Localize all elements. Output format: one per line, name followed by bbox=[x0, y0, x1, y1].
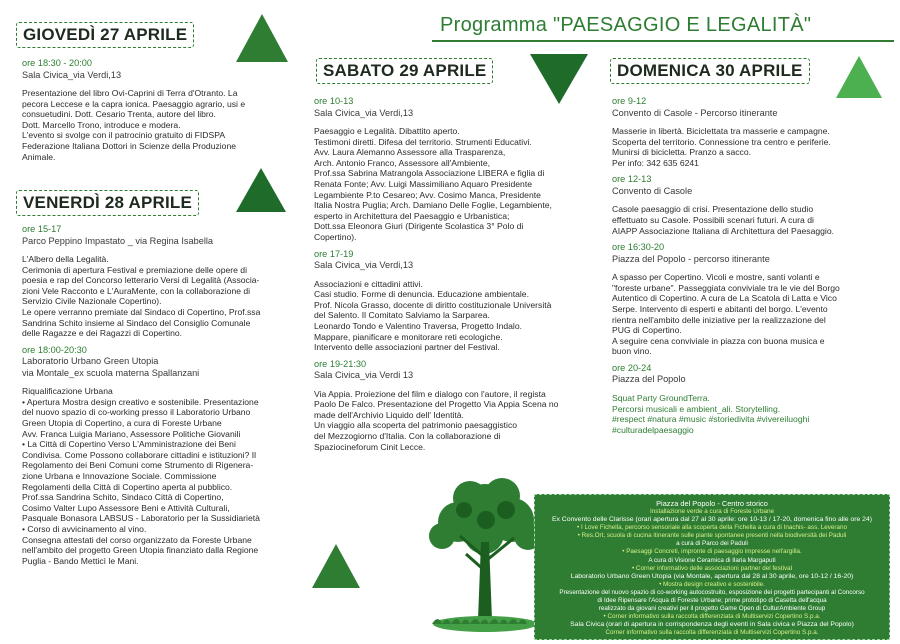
event-place: Laboratorio Urbano Green Utopia bbox=[22, 356, 159, 367]
event-description: Casole paesaggio di crisi. Presentazione dello studio effettuato su Casole. Possibili scenari futuri. A cura di AIAPP Associazione Italiana di Architettura del Paesaggio. bbox=[612, 204, 834, 236]
event-description: Paesaggio e Legalità. Dibattito aperto. Testimoni diretti. Difesa del territorio. Strumenti Educativi. Avv. Laura Alemanno Assessore alla Trasparenza, Arch. Antonio Franco, Assessore all'Ambiente, Prof.ssa Sabrina Matrangola Associazione LIBERA e figlia di Renata Fonte; Avv. Luigi Massimiliano Aquaro Presidente Legambiente P.to Cesareo; Avv. Cosimo Manca, Presidente Italia Nostra Puglia; Arch. Damiano Delle Foglie, Legambiente, esperto in Architettura del Paesaggio e Urbanistica; Dott.ssa Eleonora Giuri (Dirigente Scolastica 3° Polo di Copertino). bbox=[314, 126, 552, 242]
info-line: Corner informativo sulla raccolta differenziata di Multiservizi Copertino S.p.a. bbox=[605, 629, 819, 637]
event-place: Sala Civica_via Verdi 13 bbox=[314, 370, 414, 381]
event-description: Associazioni e cittadini attivi. Casi studio. Forme di denuncia. Educazione ambientale. Prof. Nicola Grasso, docente di diritto costituzionale Università del Salento. Il Comitato Salviamo la Sarparea. Leonardo Tondo e Valentino Traversa, Progetto Indalo. Mappare, pianificare e monitorare reti ecologiche. Intervento delle associazioni partner del Festival. bbox=[314, 278, 552, 353]
event-place: Sala Civica_via Verdi,13 bbox=[314, 260, 414, 271]
triangle-decoration-mid bbox=[236, 168, 286, 212]
info-line: Laboratorio Urbano Green Utopia (via Montale, apertura dal 28 al 30 aprile, ore 10-12 / 16-20) bbox=[570, 572, 854, 580]
info-line: • Mostra design creativo e sostenibile. bbox=[659, 580, 765, 588]
friday-column bbox=[22, 224, 300, 572]
event-time: ore 16:30-20 bbox=[612, 242, 665, 253]
info-line: di Idee Ripensare l'Acqua di Foreste Urbane; prime prototipo di Casetta dell'acqua bbox=[597, 597, 827, 605]
event-place: Piazza del Popolo bbox=[612, 374, 686, 385]
saturday-column bbox=[314, 96, 582, 458]
info-line: realizzato da giovani creativi per il progetto Game Open di CulturAmbiente Group bbox=[598, 605, 826, 613]
event-place: Sala Civica_via Verdi,13 bbox=[314, 107, 414, 118]
heading-friday: VENERDÌ 28 APRILE bbox=[16, 190, 199, 216]
info-line: • Corner informativo delle associazioni partner del festival bbox=[631, 564, 793, 572]
info-line: Presentazione del nuovo spazio di co-working autocostruito, esposizione dei progetti partecipanti al Concorso bbox=[559, 588, 865, 596]
triangle-decoration-top bbox=[236, 14, 288, 62]
event-place: Parco Peppino Impastato _ via Regina Isabella bbox=[22, 235, 214, 246]
info-line: a cura di Parco dei Paduli bbox=[676, 540, 748, 548]
info-line: • Paesaggi Concreti, impronte di paesaggio impresse nell'argilla. bbox=[622, 548, 802, 556]
event-time: ore 9-12 bbox=[612, 96, 647, 106]
triangle-decoration-right bbox=[836, 56, 882, 98]
event-time: ore 12-13 bbox=[612, 174, 652, 185]
info-line: A cura di Visione Ceramica di Ilaria Margaputi bbox=[648, 556, 776, 564]
event-place: Convento di Casole bbox=[612, 185, 693, 196]
event-description: Squat Party GroundTerra. Percorsi musicali e ambient_ali. Storytelling. #respect #natura #music #storiedivita #vivereiluoghi #culturadelpaesaggio bbox=[612, 392, 810, 435]
sunday-column bbox=[612, 96, 890, 441]
info-line: Installazione verde a cura di Foreste Urbane bbox=[650, 508, 774, 515]
info-line: • Res.Ort, scuola di cucina itinerante sulle piante spontanee presenti nella biodiversità dei Paduli bbox=[577, 532, 847, 540]
event-place: Convento di Casole - Percorso itinerante bbox=[612, 107, 778, 118]
heading-saturday: SABATO 29 APRILE bbox=[316, 58, 493, 84]
event-description: A spasso per Copertino. Vicoli e mostre, santi volanti e "foreste urbane". Passeggiata conviviale tra le vie del Borgo Autentico di Copertino. A cura de La Scatola di Latta e Vico Serpe. Intervento di esperti e abitanti del borgo. L'evento rientra nell'ambito delle iniziative per la realizzazione del PUG di Copertino. A seguire cena conviviale in piazza con buona musica e buon vino. bbox=[612, 272, 840, 357]
triangle-decoration-bottom bbox=[312, 544, 360, 588]
page-title: Programma "PAESAGGIO E LEGALITÀ" bbox=[440, 14, 812, 36]
info-line: Piazza del Popolo - Centro storico bbox=[656, 499, 768, 508]
info-line: Sala Civica (orari di apertura in corrispondenza degli eventi in Sala civica e Piazza del Popolo) bbox=[570, 621, 854, 629]
heading-sunday: DOMENICA 30 APRILE bbox=[610, 58, 810, 84]
info-box bbox=[534, 494, 890, 640]
event-description: L'Albero della Legalità. Cerimonia di apertura Festival e premiazione delle opere di poesia e rap del Concorso letterario Versi di Legalità (Associa- zioni Vele Racconto e L'AuraMente, con la collaborazione di Servizio Civile Nazionale Copertino). Le opere verranno premiate dal Sindaco di Copertino, Prof.ssa Sandrina Schito insieme al Sindaco del Consiglio Comunale delle Ragazze e dei Ragazzi di Copertino. bbox=[22, 254, 261, 339]
event-description: Riqualificazione Urbana • Apertura Mostra design creativo e sostenibile. Presentazione del nuovo spazio di co-working presso il Laboratorio Urbano Green Utopia di Copertino, a cura di Foreste Urbane Avv. Franca Luigia Mariano, Assessore Politiche Giovanili • La Città di Copertino Verso L'Amministrazione dei Beni Condivisa. Come Possono collaborare cittadini e istituzioni? Il Regolamento dei Beni Comuni come Strumento di Rigenera- zione Urbana e Innovazione Sociale. Commissione Regolamenti della Città di Copertino aperta al pubblico. Prof.ssa Sandrina Schito, Sindaco Città di Copertino, Cosimo Valter Lupo Assessore Beni e Attività Culturali, Pasquale Bonasora LABSUS - Laboratorio per la Sussidiarietà • Corso di avvicinamento al vino. Consegna attestati del corso organizzato da Foreste Urbane nell'ambito del progetto Green Utopia finanziato dalla Regione Puglia - Bando Metticì le Mani. bbox=[22, 386, 260, 566]
tree-illustration bbox=[420, 470, 550, 644]
title-underline bbox=[432, 40, 894, 42]
event-time: ore 18:00-20:30 bbox=[22, 344, 87, 355]
thursday-column bbox=[22, 58, 300, 168]
event-time: ore 15-17 bbox=[22, 224, 62, 234]
info-line: • I Love Fichella, percorso sensoriale alla scoperta della Fichella a cura di Inachis- ass. Leverano bbox=[577, 524, 847, 532]
event-time: ore 20-24 bbox=[612, 362, 652, 373]
event-place: Sala Civica_via Verdi,13 bbox=[22, 69, 122, 80]
heading-thursday: GIOVEDÌ 27 APRILE bbox=[16, 22, 194, 48]
event-time: ore 17-19 bbox=[314, 248, 354, 259]
event-time: ore 19-21:30 bbox=[314, 358, 367, 369]
info-line: • Corner informativo sulla raccolta differenziata di Multiservizi Copertino S.p.a. bbox=[603, 613, 821, 621]
event-time: ore 18:30 - 20:00 bbox=[22, 58, 92, 68]
event-place: Piazza del Popolo - percorso itinerante bbox=[612, 253, 770, 264]
event-description: Masserie in libertà. Biciclettata tra masserie e campagne. Scoperta del territorio. Connessione tra centro e periferie. Munirsi di bicicletta. Pranzo a sacco. Per info: 342 635 6241 bbox=[612, 126, 831, 168]
info-line: Ex Convento delle Clarisse (orari apertura dal 27 al 30 aprile: ore 10-13 / 17-20, domenica fino alle ore 24) bbox=[551, 516, 872, 524]
event-place-address: via Montale_ex scuola materna Spallanzani bbox=[22, 367, 200, 378]
event-time: ore 10-13 bbox=[314, 96, 354, 106]
event-description: Presentazione del libro Ovi-Caprini di Terra d'Otranto. La pecora Leccese e la capra ionica. Paesaggio agrario, usi e consuetudini. Dott. Cesario Trenta, autore del libro. Dott. Marcello Trono, introduce e modera. L'evento si svolge con il patrocinio gratuito di FIDSPA Federazione Italiana Dottori in Scienze della Produzione Animale. bbox=[22, 88, 246, 162]
event-description: Via Appia. Proiezione del film e dialogo con l'autore, il regista Paolo De Falco. Presentazione del Progetto Via Appia Scena no made dell'Archivio Liquido dell' Identità. Un viaggio alla scoperta del patrimonio paesaggistico del Mezzogiorno d'Italia. Con la collaborazione di Spaziocineforum Cinit Lecce. bbox=[314, 388, 559, 452]
